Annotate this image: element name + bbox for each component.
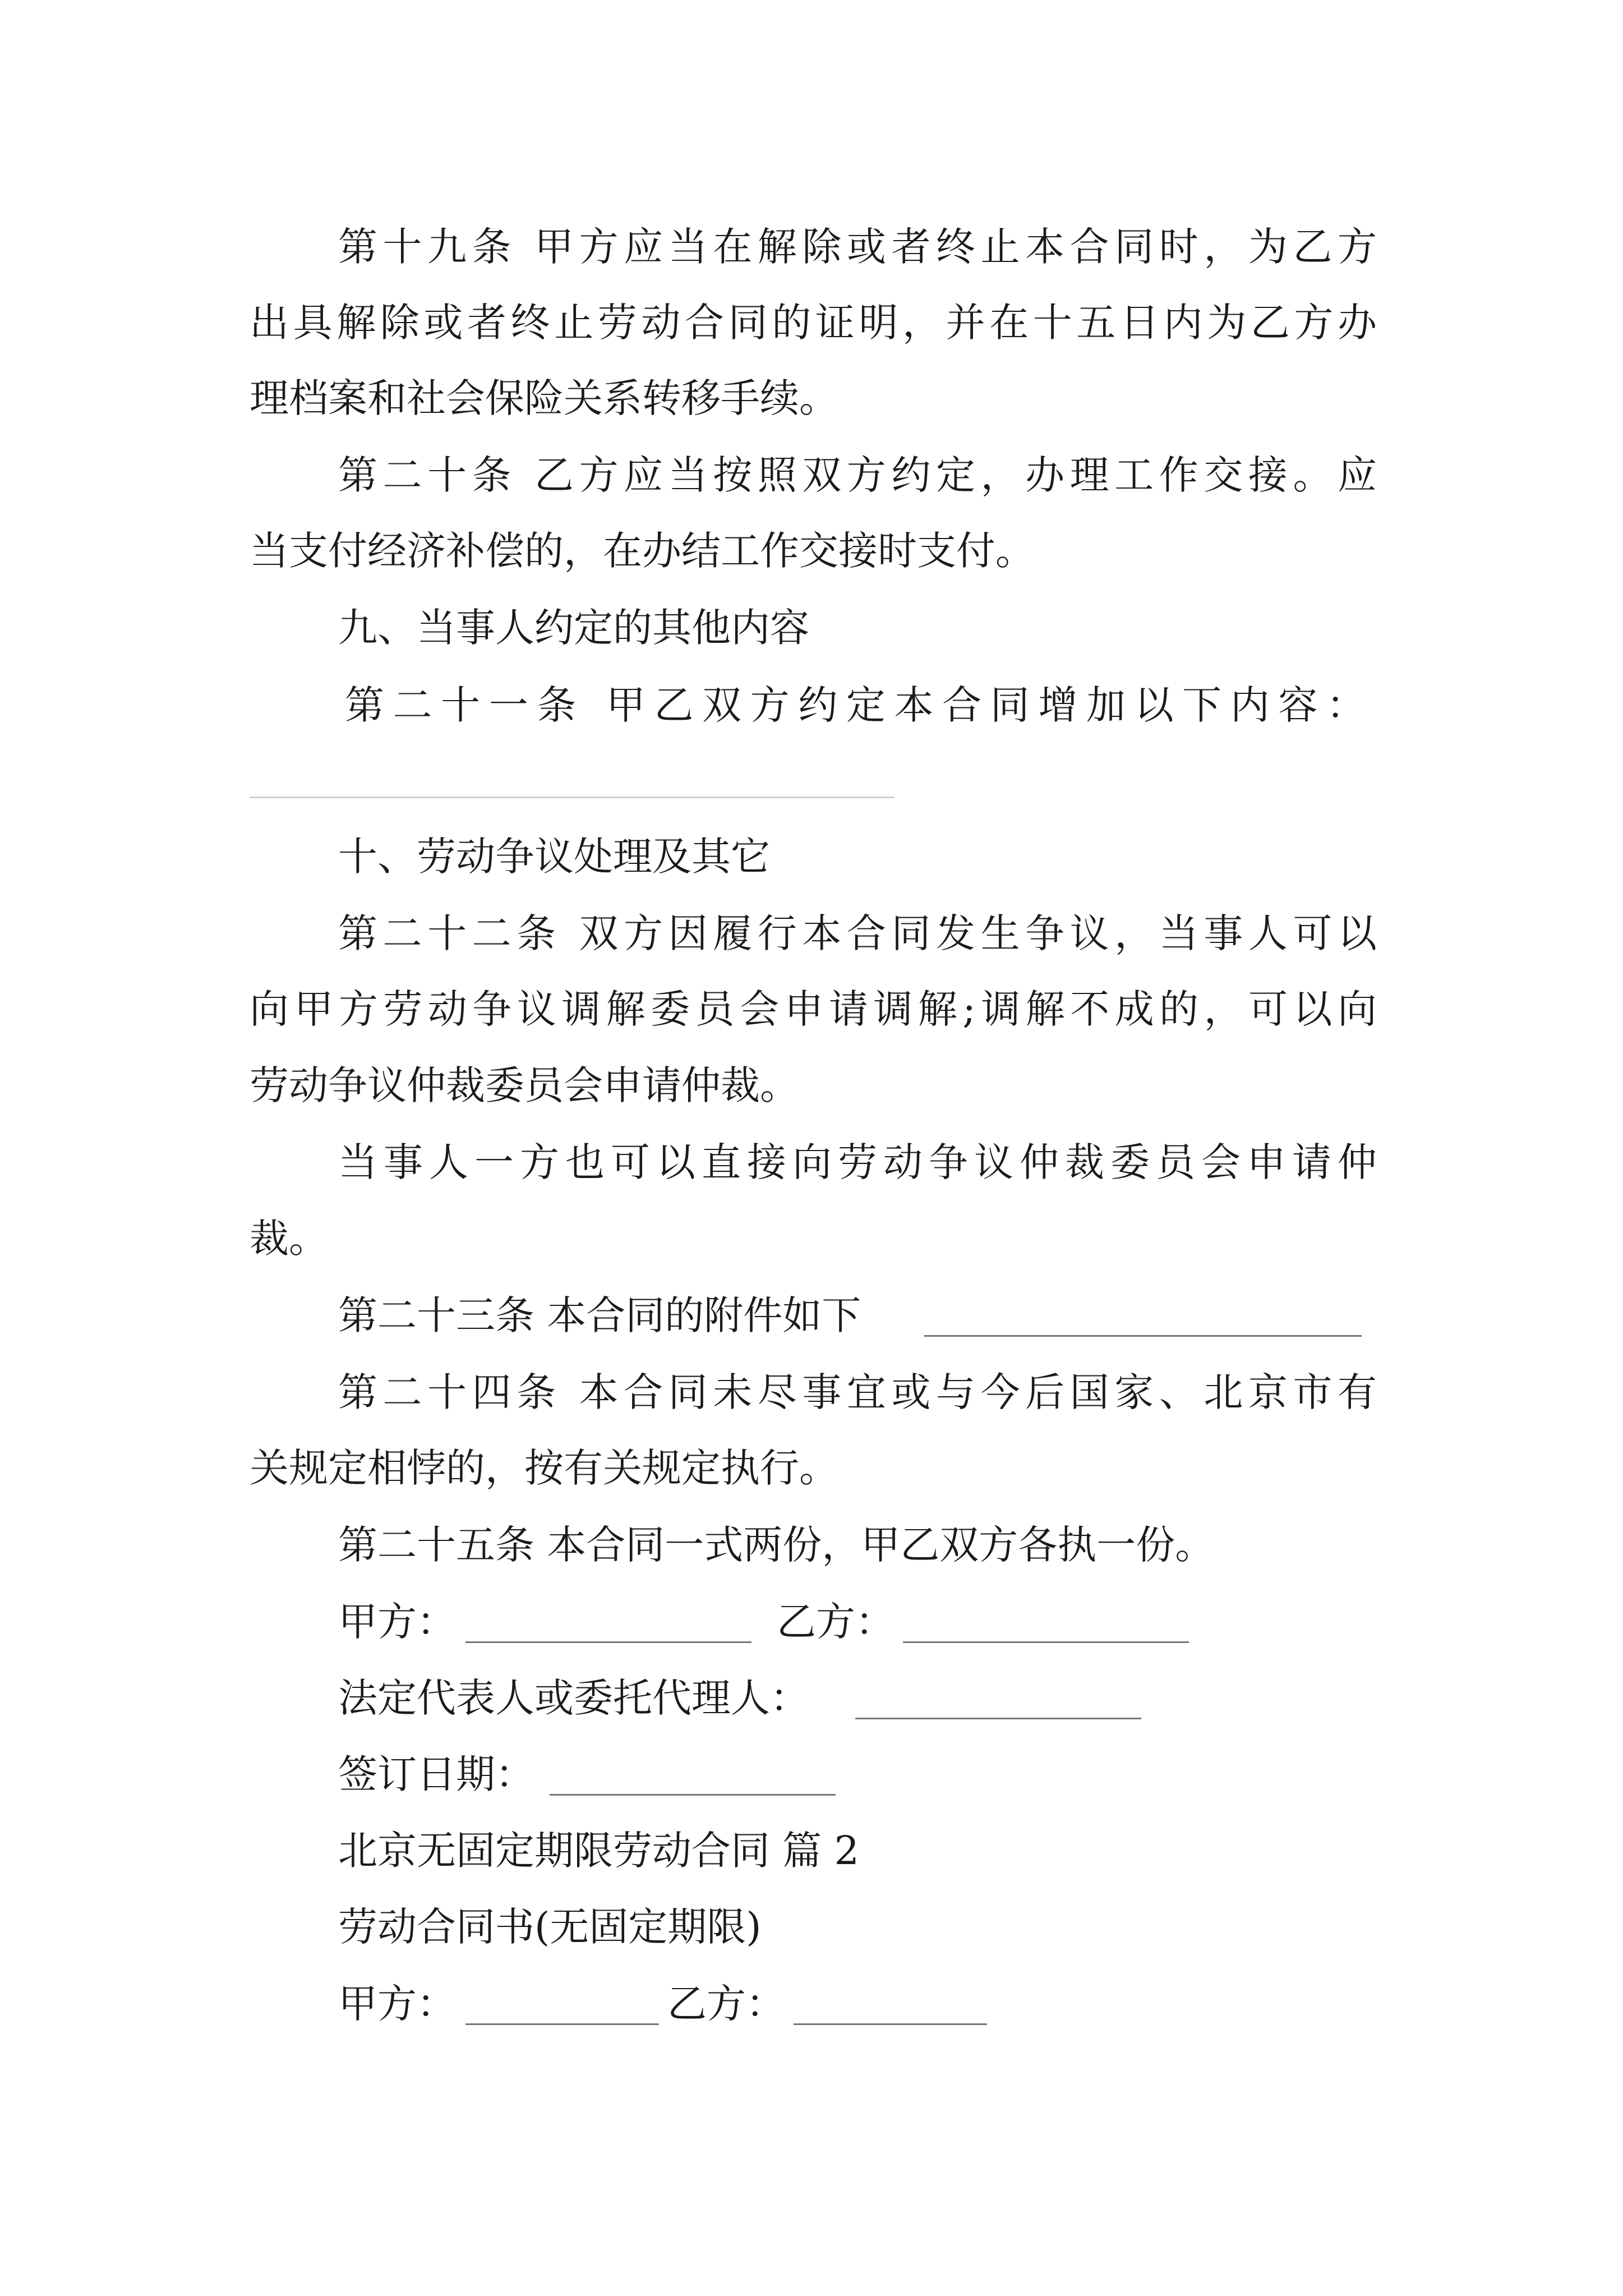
second-contract-title-text: 北京无固定期限劳动合同 篇 2: [338, 1828, 860, 1874]
article-22-line-2: [0, 978, 1623, 1040]
representative-blank: [855, 1678, 1141, 1719]
article-22-text-2: 向甲方劳动争议调解委员会申请调解;调解不成的，可以向: [250, 986, 1377, 1032]
article-21-blank-rule: [250, 797, 895, 798]
paragraph-text-2: 裁。: [250, 1216, 328, 1262]
article-24-text-1: 第二十四条 本合同未尽事宜或与今后国家、北京市有: [338, 1369, 1377, 1415]
article-22-line-1: [0, 903, 1623, 964]
article-24-line-2: [0, 1437, 1623, 1499]
article-20-line-2: [0, 520, 1623, 582]
sign-date-blank: [550, 1755, 836, 1796]
party-b2-blank: [794, 1984, 987, 2025]
signature-parties-line: [0, 1591, 1623, 1653]
article-23-text: 第二十三条 本合同的附件如下: [338, 1292, 861, 1338]
paragraph-line-2: [0, 1208, 1623, 1269]
article-20-line-1: [0, 444, 1623, 506]
article-19-line-3: [0, 367, 1623, 429]
paragraph-line-1: [0, 1131, 1623, 1193]
article-19-line-1: [0, 216, 1623, 278]
article-24-text-2: 关规定相悖的，按有关规定执行。: [250, 1445, 838, 1491]
second-contract-subtitle: [0, 1896, 1623, 1958]
article-23-blank: [924, 1296, 1362, 1337]
section-10-heading: [0, 826, 1623, 887]
article-19-text-3: 理档案和社会保险关系转移手续。: [250, 375, 838, 421]
article-22-text-3: 劳动争议仲裁委员会申请仲裁。: [250, 1062, 799, 1108]
paragraph-text-1: 当事人一方也可以直接向劳动争议仲裁委员会申请仲: [338, 1139, 1377, 1185]
second-contract-title: [0, 1820, 1623, 1881]
party-b2-label: 乙方：: [667, 1981, 785, 2027]
section-9-text: 九、当事人约定的其他内容: [338, 605, 809, 651]
article-19-line-2: [0, 292, 1623, 353]
party-a2-label: 甲方：: [338, 1981, 456, 2027]
party-a-blank: [465, 1602, 751, 1643]
sign-date-line: [0, 1743, 1623, 1805]
article-19-text-1: 第十九条 甲方应当在解除或者终止本合同时，为乙方: [338, 224, 1377, 270]
article-20-text-2: 当支付经济补偿的，在办结工作交接时支付。: [250, 528, 1035, 574]
article-19-text-2: 出具解除或者终止劳动合同的证明，并在十五日内为乙方办: [250, 300, 1377, 346]
sign-date-label: 签订日期：: [338, 1751, 534, 1797]
article-22-line-3: [0, 1055, 1623, 1116]
article-21-text-1: 第二十一条 甲乙双方约定本合同增加以下内容：: [345, 682, 1366, 728]
second-contract-subtitle-text: 劳动合同书(无固定期限): [338, 1904, 762, 1950]
section-9-heading: [0, 597, 1623, 659]
article-22-text-1: 第二十二条 双方因履行本合同发生争议，当事人可以: [338, 910, 1377, 956]
article-25-line: [0, 1514, 1623, 1576]
article-21-line-1: [0, 674, 1623, 736]
second-contract-parties-line: [0, 1973, 1623, 2035]
party-a2-blank: [465, 1984, 659, 2025]
representative-line: [0, 1667, 1623, 1729]
section-10-text: 十、劳动争议处理及其它: [338, 834, 770, 880]
party-b-label: 乙方：: [777, 1599, 895, 1645]
article-25-text: 第二十五条 本合同一式两份，甲乙双方各执一份。: [338, 1522, 1215, 1568]
article-24-line-1: [0, 1361, 1623, 1423]
article-20-text-1: 第二十条 乙方应当按照双方约定，办理工作交接。应: [338, 452, 1377, 498]
party-b-blank: [903, 1602, 1189, 1643]
party-a-label: 甲方：: [338, 1599, 456, 1645]
article-23-line: [0, 1285, 1623, 1346]
representative-label: 法定代表人或委托代理人：: [338, 1675, 809, 1721]
